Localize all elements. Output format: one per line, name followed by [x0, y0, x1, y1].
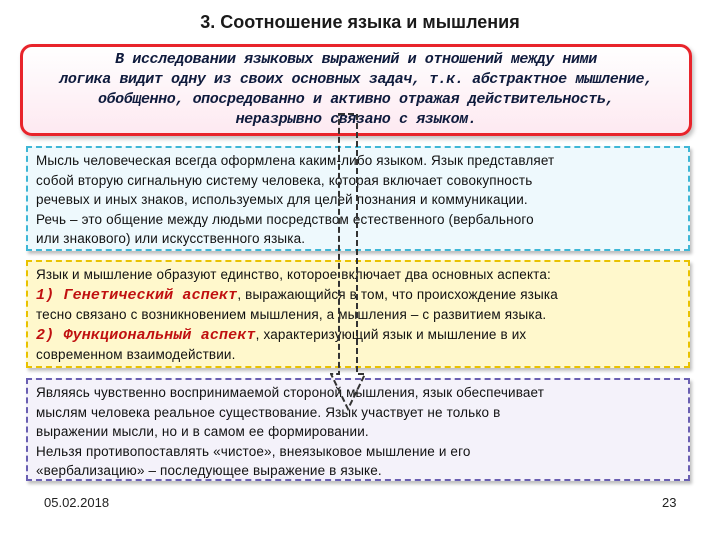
text-line: речевых и иных знаков, используемых для целей познания и коммуникации. — [36, 192, 528, 207]
language-existence-block — [26, 378, 690, 481]
text-line: или знакового) или искусственного языка. — [36, 231, 306, 246]
text-line: Язык и мышление образуют единство, которое включает два основных аспекта: — [36, 267, 551, 282]
highlight-line: обобщенно, опосредованно и активно отражая действительность, — [97, 91, 615, 108]
text-line: современном взаимодействии. — [36, 347, 236, 362]
text-line: Речь – это общение между людьми посредством естественного (вербального — [36, 211, 534, 227]
highlight-line: В исследовании языковых выражений и отношений между ними — [115, 51, 597, 68]
text-line: собой вторую сигнальную систему человека, которая включает совокупность — [36, 172, 533, 188]
text-line: «вербализацию» – последующее выражение в языке. — [36, 463, 382, 478]
text-line: Нельзя противопоставлять «чистое», внеязыковое мышление и его — [36, 443, 471, 459]
text-line: выражении мысли, но и в самом ее формировании. — [36, 424, 369, 439]
text-line: Являясь чувственно воспринимаемой стороной мышления, язык обеспечивает — [36, 385, 545, 400]
aspect-2-line — [36, 325, 680, 346]
text-line: мыслям человека реальное существование. Язык участвует не только в — [36, 404, 501, 420]
slide-number: 23 — [662, 495, 677, 510]
slide-date: 05.02.2018 — [44, 495, 110, 510]
highlight-box — [20, 44, 692, 136]
text-line: тесно связано с возникновением мышления, а мышления – с развитием языка. — [36, 307, 547, 322]
aspect-2-text: , характеризующий язык и мышление в их — [255, 326, 527, 342]
functional-aspect-label: 2) Функциональный аспект — [36, 326, 256, 344]
aspect-1-text: , выражающийся в том, что происхождение языка — [237, 286, 558, 302]
slide-title: 3. Соотношение языка и мышления — [200, 12, 520, 32]
unity-aspects-block — [26, 260, 690, 368]
genetic-aspect-label: 1) Генетический аспект — [36, 286, 238, 304]
highlight-line: неразрывно связано с языком. — [235, 111, 477, 128]
highlight-line: логика видит одну из своих основных задач, т.к. абстрактное мышление, — [59, 71, 653, 88]
aspect-1-line — [36, 285, 680, 306]
text-line: Мысль человеческая всегда оформлена каким-либо языком. Язык представляет — [36, 153, 555, 168]
thought-language-block — [26, 146, 690, 251]
